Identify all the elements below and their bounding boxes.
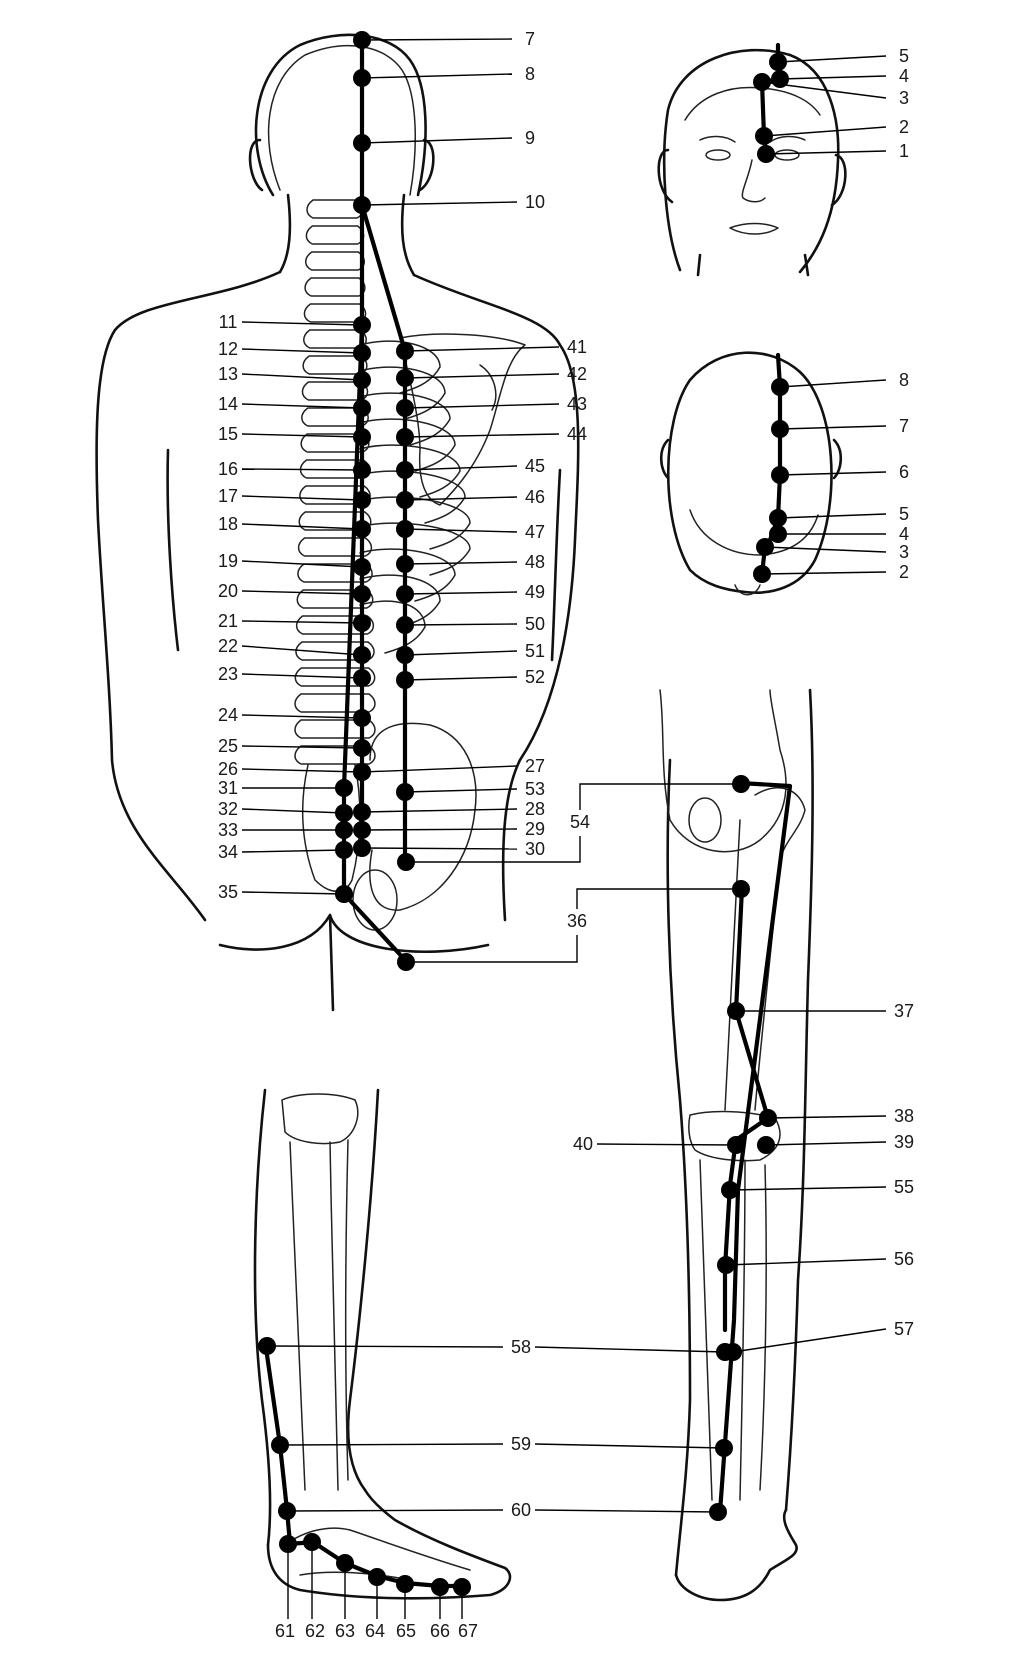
acupoint-dot [396,399,414,417]
acupoint-dot [716,1343,734,1361]
acupoint-label: 2 [898,117,910,137]
acupoint-label: 19 [217,551,239,571]
leader-line [726,1259,886,1265]
acupoint-8 [353,64,535,87]
acupoint-50 [396,614,545,634]
leader-line [242,850,344,852]
acupoint-label: 58 [510,1337,532,1357]
acupoints [218,29,914,1641]
acupoint-label: 56 [893,1249,915,1269]
acupoint-16 [218,459,371,479]
leader-line [780,76,886,79]
torso-outline [97,272,579,920]
leader-line [242,374,362,380]
acupoint-4 [769,524,909,544]
acupoint-dot [335,841,353,859]
acupoint-label: 47 [524,522,546,542]
acupoint-dot [368,1568,386,1586]
nose [742,160,765,202]
acupoint-label: 25 [217,736,239,756]
acupoint-label: 20 [217,581,239,601]
back-view-figure [97,35,579,1010]
acupoint-label: 15 [217,424,239,444]
acupoint-label: 59 [510,1434,532,1454]
acupoint-label: 49 [524,582,546,602]
acupoint-label: 63 [334,1621,356,1641]
acupoint-dot [353,491,371,509]
acupoint-dot [353,428,371,446]
acupoint-label: 3 [898,88,910,108]
head-outline [256,35,426,195]
acupoint-label: 8 [524,64,536,84]
acupoint-label: 40 [572,1134,594,1154]
acupoint-dot [721,1181,739,1199]
leader-line [242,349,362,353]
acupoint-32 [218,799,353,822]
acupoint-label: 50 [524,614,546,634]
leader-line [405,347,559,351]
leader-line [730,1187,886,1190]
acupoint-label: 57 [893,1319,915,1339]
acupoint-59 [535,1439,733,1457]
acupoint-dot [353,669,371,687]
leader-line [280,1444,503,1445]
acupoint-label: 54 [569,812,591,832]
acupoint-dot [353,614,371,632]
tibia-side [290,1142,338,1490]
acupoint-dot [396,585,414,603]
acupoint-label: 6 [898,462,910,482]
acupoint-dot [771,378,789,396]
pelvis [370,723,476,910]
acupoint-13 [218,364,371,389]
leader-line [405,592,517,594]
acupoint-52 [396,667,545,689]
leader-line [780,426,886,429]
acupoint-dot [279,1535,297,1553]
leader-line [768,1116,886,1118]
acupoint-dot [717,1256,735,1274]
top-head-outline [668,353,831,593]
acupoint-60 [278,1500,531,1520]
acupoint-label: 10 [524,192,546,212]
acupoint-dot [353,520,371,538]
leader-line [405,677,517,680]
vertebra [306,252,365,270]
acupoint-35 [218,882,353,903]
acupoint-34 [218,841,353,862]
acupoint-38 [759,1106,914,1127]
leader-line [762,572,886,574]
acupoint-label: 17 [217,486,239,506]
acupoint-label: 4 [898,66,910,86]
acupoint-36 [577,880,750,909]
acupoint-label: 7 [898,416,910,436]
acupoint-label: 21 [217,611,239,631]
acupoint-7 [771,416,909,438]
acupoint-dot [335,804,353,822]
acupoint-dot [353,709,371,727]
leader-line [242,404,362,408]
acupoint-dot [335,821,353,839]
leader-line [405,624,517,625]
obturator [353,870,397,930]
acupoint-dot [396,616,414,634]
acupoint-57 [724,1319,914,1361]
acupoint-label: 4 [898,524,910,544]
acupoint-label: 8 [898,370,910,390]
acupoint-label: 32 [217,799,239,819]
acupoint-dot [271,1436,289,1454]
leader-line [362,766,517,772]
neck-outline [280,195,414,275]
acupoint-21 [218,611,371,632]
leader-line [242,621,362,623]
acupoint-dot [727,1136,745,1154]
acupoint-37 [727,1001,914,1021]
acupoint-9 [353,128,535,152]
acupoint-dot [396,1575,414,1593]
left-brow [700,136,735,142]
acupoint-label: 9 [524,128,536,148]
acupoint-dot [715,1439,733,1457]
acupoint-dot [755,127,773,145]
acupoint-53 [396,779,545,801]
acupoint-66 [430,1578,450,1641]
acupoint-dot [353,69,371,87]
leader-line [362,809,517,812]
acupoint-dot [396,491,414,509]
acupoint-dot [396,555,414,573]
acupoint-dot [258,1337,276,1355]
acupoint-dot [771,70,789,88]
acupoint-label: 5 [898,504,910,524]
leader-line [405,651,517,655]
leader-line [577,889,741,909]
acupoint-4 [771,66,909,88]
acupoint-dot [709,1503,727,1521]
leader-line [405,789,517,792]
acupoint-label: 27 [524,756,546,776]
acupoint-dot [353,134,371,152]
acupoint-dot [727,1002,745,1020]
skull-inner [269,46,416,195]
heel-foot [676,1510,797,1600]
acupoint-dot [396,461,414,479]
acupoint-label: 2 [898,562,910,582]
leader-line [405,529,517,532]
acupoint-36 [397,911,587,971]
leader-line [242,809,344,813]
acupoint-dot [353,31,371,49]
acupoint-dot [769,525,787,543]
acupoint-2 [753,562,909,583]
face-neck [698,255,808,275]
leader-line [267,1346,503,1347]
leader-line [242,892,344,894]
leader-line [406,935,577,962]
leader-line [535,1510,718,1512]
acupoint-label: 11 [218,312,238,332]
acupoint-label: 39 [893,1132,915,1152]
acupoint-dot [431,1578,449,1596]
leader-line [242,674,362,678]
acupoint-51 [396,641,545,664]
acupoint-label: 53 [524,779,546,799]
leader-line [362,74,512,78]
acupoint-40 [573,1134,745,1154]
acupoint-label: 38 [893,1106,915,1126]
acupoint-dot [396,646,414,664]
acupoint-dot [353,646,371,664]
acupoint-dot [396,428,414,446]
acupoint-dot [732,880,750,898]
acupoint-60 [535,1503,727,1521]
acupoint-label: 46 [524,487,546,507]
acupoint-59 [271,1434,531,1454]
acupoint-67 [453,1578,478,1641]
acupoint-dot [353,558,371,576]
acupoint-dot [732,775,750,793]
acupoint-dot [353,196,371,214]
acupoint-dot [303,1533,321,1551]
leader-line [405,434,559,437]
acupoint-12 [218,339,371,362]
acupoint-dot [757,1136,775,1154]
acupoint-label: 33 [217,820,239,840]
acupoint-dot [771,466,789,484]
meridian-foot [266,1348,462,1586]
acupoint-label: 61 [274,1621,296,1641]
acupoint-dot [396,783,414,801]
hip-bone [660,690,786,852]
leader-line [242,646,362,655]
acupoint-dot [353,803,371,821]
acupoint-18 [218,514,371,538]
acupoint-label: 1 [898,141,910,161]
foot-side-figure [255,1090,510,1598]
acupoint-dot [353,763,371,781]
leader-line [362,848,517,849]
acupoint-dot [335,885,353,903]
leader-line [362,138,512,143]
acupoint-label: 22 [217,636,239,656]
acupoint-29 [353,819,545,839]
acupoint-label: 60 [510,1500,532,1520]
acupoint-label: 5 [898,46,910,66]
leader-line [766,1142,886,1145]
acupoint-65 [396,1575,416,1641]
leader-line [764,127,886,136]
acupoint-label: 37 [893,1001,915,1021]
acupoint-31 [218,778,353,798]
acupoint-26 [218,759,371,781]
acupoint-label: 3 [898,542,910,562]
acupoint-17 [218,486,371,509]
hairline [685,87,820,120]
acupoint-10 [353,192,545,214]
acupoint-dot [769,53,787,71]
leader-line [242,496,362,500]
acupoint-54 [397,812,590,871]
leader-line [535,1347,725,1352]
acupoint-label: 30 [524,839,546,859]
acupoint-label: 36 [566,911,588,931]
acupoint-label: 45 [524,456,546,476]
acupoint-dot [753,565,771,583]
acupoint-dot [396,369,414,387]
vertebra [305,278,365,296]
acupoint-14 [218,394,371,417]
acupoint-dot [397,953,415,971]
acupoint-dot [353,371,371,389]
acupoint-5 [769,504,909,527]
leader-line [780,472,886,475]
mouth [730,224,778,235]
front-face-figure [659,50,846,275]
acupoint-label: 51 [524,641,546,661]
acupoint-label: 16 [217,459,239,479]
acupoint-2 [755,117,909,145]
acupoint-48 [396,552,545,573]
acupoint-dot [353,316,371,334]
acupoint-label: 24 [217,705,239,725]
acupoint-28 [353,799,545,821]
leader-line [405,562,517,564]
top-head-right-ear [834,440,841,478]
acupoint-58 [535,1343,734,1361]
acupoint-56 [717,1249,914,1274]
acupoint-label: 44 [566,424,588,444]
acupoint-dot [353,344,371,362]
right-brow [770,136,805,142]
leader-line [597,1144,736,1145]
acupoint-8 [771,370,909,396]
acupoint-dot [769,509,787,527]
acupoint-dot [353,839,371,857]
obturator-leg [689,798,721,842]
acupoint-label: 7 [524,29,536,49]
acupoint-label: 28 [524,799,546,819]
acupoint-label: 13 [217,364,239,384]
acupoint-label: 65 [395,1621,417,1641]
fibula [760,1165,766,1490]
acupoint-dot [353,739,371,757]
right-arm [552,470,560,660]
acupoint-dot [759,1109,777,1127]
acupoint-label: 35 [217,882,239,902]
acupoint-label: 43 [566,394,588,414]
acupoint-45 [396,456,545,479]
leader-line [535,1444,724,1448]
leader-line [766,151,886,154]
acupoint-55 [721,1177,914,1199]
right-eye [775,150,799,160]
acupoint-30 [353,839,545,859]
acupoint-dot [753,73,771,91]
left-arm [168,450,178,650]
acupoint-label: 29 [524,819,546,839]
calf-outline [255,1090,378,1545]
acupoint-15 [218,424,371,446]
acupoint-dot [278,1502,296,1520]
acupoint-dot [335,779,353,797]
acupoint-label: 48 [524,552,546,572]
acupoint-label: 52 [524,667,546,687]
left-eye [706,150,730,160]
leader-line [242,469,362,470]
leader-line [287,1510,503,1511]
acupoint-dot [757,145,775,163]
acupoint-label: 23 [217,664,239,684]
acupoint-dot [353,821,371,839]
vertebra [304,330,367,348]
acupoint-label: 42 [566,364,588,384]
acupoint-label: 26 [217,759,239,779]
acupoint-dot [353,461,371,479]
acupoint-dot [453,1578,471,1596]
ribs [360,341,470,653]
acupoint-label: 31 [217,778,239,798]
acupoint-label: 66 [429,1621,451,1641]
acupoint-dot [756,538,774,556]
leader-line [405,404,559,408]
leader-line [362,829,517,830]
leader-line [733,1329,886,1352]
leader-line [362,202,517,205]
acupoint-label: 55 [893,1177,915,1197]
acromion [480,365,496,410]
acupoint-dot [396,520,414,538]
leader-line [405,466,517,470]
leader-line [242,715,362,718]
acupoint-dot [397,853,415,871]
acupoint-label: 34 [217,842,239,862]
acupoint-dot [396,342,414,360]
acupoint-label: 12 [217,339,239,359]
acupoint-dot [353,585,371,603]
acupoint-label: 62 [304,1621,326,1641]
vertebra [306,226,363,244]
acupoint-dot [771,420,789,438]
acupoint-label: 41 [566,337,588,357]
acupoint-5 [769,46,909,71]
leader-line [362,39,512,40]
leader-line [778,514,886,518]
acupoint-dot [396,671,414,689]
acupoint-label: 18 [217,514,239,534]
acupoint-label: 67 [457,1621,479,1641]
knee-side [282,1094,358,1144]
acupoint-20 [218,581,371,603]
scapula [400,334,525,505]
acupoint-dot [336,1554,354,1572]
rib [360,497,470,549]
acupoint-64 [365,1568,386,1641]
acupoint-label: 64 [364,1621,386,1641]
acupoint-label: 14 [217,394,239,414]
acupoint-dot [353,399,371,417]
leader-line [780,380,886,387]
acupoint-33 [218,820,353,840]
